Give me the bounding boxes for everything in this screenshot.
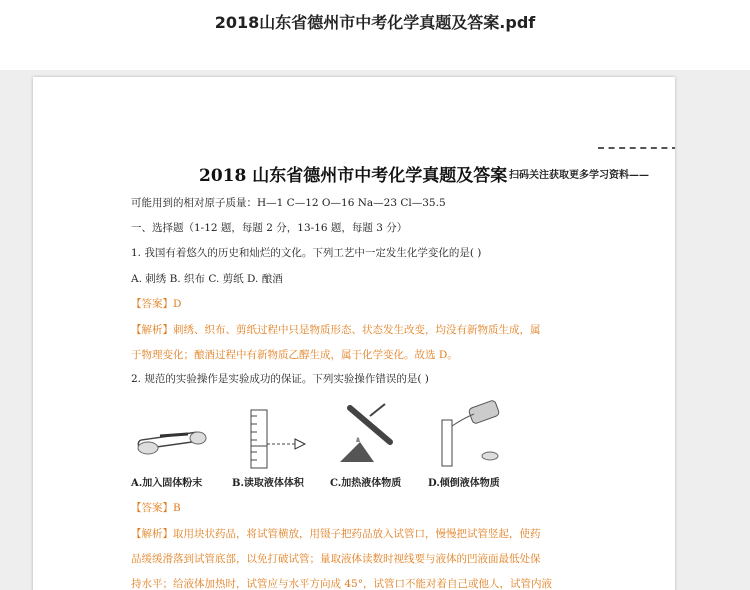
question-2-analysis-line-1: 【解析】取用块状药品，将试管横放，用镊子把药品放入试管口，慢慢把试管竖起，使药: [131, 528, 541, 540]
file-title: 2018山东省德州市中考化学真题及答案.pdf: [214, 13, 536, 32]
figure-d-pour-liquid: [430, 398, 510, 470]
question-2-analysis-line-2: 品缓缓滑落到试管底部，以免打破试管；量取液体读数时视线要与液体的凹液面最低处保: [131, 553, 541, 565]
question-2-answer: 【答案】B: [131, 502, 181, 514]
figure-b-label: B.读取液体体积: [232, 478, 304, 489]
question-1-analysis-line-2: 于物理变化；酿酒过程中有新物质乙醇生成，属于化学变化。故选 D。: [131, 349, 458, 361]
document-title: 2018 山东省德州市中考化学真题及答案: [199, 166, 508, 186]
qr-side-note: 扫码关注获取更多学习资料——: [509, 170, 649, 181]
figure-a-label: A.加入固体粉末: [131, 478, 203, 489]
question-1: 1. 我国有着悠久的历史和灿烂的文化。下列工艺中一定发生化学变化的是( ): [131, 247, 482, 259]
figure-c-heat-liquid: [330, 398, 410, 470]
question-2-analysis-line-3: 持水平；给液体加热时，试管应与水平方向成 45°，试管口不能对着自己或他人，试管内液: [131, 578, 552, 590]
question-1-options: A. 刺绣 B. 织布 C. 剪纸 D. 酿酒: [131, 273, 283, 285]
question-1-answer: 【答案】D: [131, 298, 182, 310]
figure-a-powder: [130, 408, 210, 468]
viewer-header: [0, 0, 750, 70]
section-heading: 一、选择题（1-12 题，每题 2 分，13-16 题，每题 3 分）: [131, 222, 408, 234]
figure-c-label: C.加热液体物质: [330, 478, 402, 489]
atomic-masses: 可能用到的相对原子质量：H—1 C—12 O—16 Na—23 Cl—35.5: [131, 197, 446, 209]
question-1-analysis-line-1: 【解析】刺绣、织布、剪纸过程中只是物质形态、状态发生改变，均没有新物质生成，属: [131, 324, 541, 336]
figure-d-label: D.倾倒液体物质: [428, 478, 500, 489]
question-2: 2. 规范的实验操作是实验成功的保证。下列实验操作错误的是( ): [131, 373, 429, 385]
corner-marks: [598, 147, 675, 153]
figure-b-read-volume: [245, 408, 315, 470]
